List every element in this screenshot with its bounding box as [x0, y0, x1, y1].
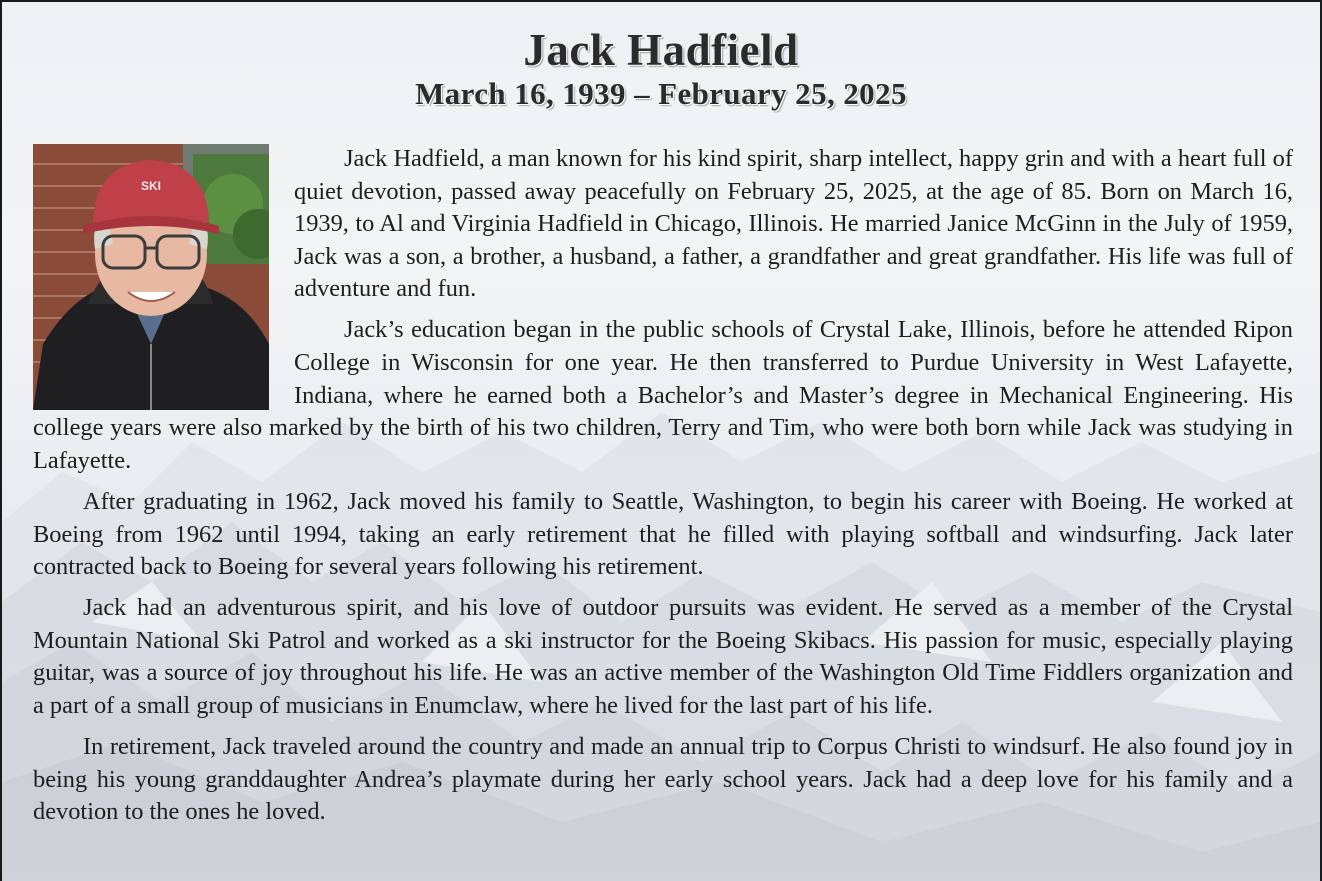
paragraph: Jack Hadfield, a man known for his kind spirit, sharp intellect, happy grin and with a heart full of quiet devotion, passed away peacefully on February 25, 2025, at the age of 85. Born on March 16, 1939, to Al and Virginia Hadfield in Chicago, Illinois. He married Janice McGinn in the July of 1959, Jack was a son, a brother, a husband, a father, a grandfather and great grandfather. His life was full of adventure and fun. — [294, 145, 1293, 303]
paragraph: In retirement, Jack traveled around the country and made an annual trip to Corpus Christi to windsurf. He also found joy in being his young granddaughter Andrea’s playmate during her early school years. Jack had a deep love for his family and a devotion to the ones he loved. — [33, 733, 1293, 826]
paragraph: After graduating in 1962, Jack moved his family to Seattle, Washington, to begin his career with Boeing. He worked at Boeing from 1962 until 1994, taking an early retirement that he filled with playing softball and windsurfing. Jack later contracted back to Boeing for several years following his retirement. — [33, 487, 1293, 581]
svg-text:SKI: SKI — [140, 179, 162, 193]
life-dates: March 16, 1939 – February 25, 2025 — [415, 76, 907, 111]
paragraph: Jack had an adventurous spirit, and his love of outdoor pursuits was evident. He served as a member of the Crystal Mountain National Ski Patrol and worked as a ski instructor for the Boeing Skibacs. His passion for music, especially playing guitar, was a source of joy throughout his life. He was an active member of the Washington Old Time Fiddlers organization and a part of a small group of musicians in Enumclaw, where he lived for the last part of his life. — [33, 594, 1293, 719]
paragraph: Jack’s education began in the public schools of Crystal Lake, Illinois, before he attended Ripon College in Wisconsin for one year. He then transferred to Purdue University in West Lafayette, Indiana, where he earned both a Bachelor’s and Master’s degree in Mechanical Engineering. His college years were also marked by the birth of his two children, Terry and Tim, who were both born while Jack was studying in Lafayette. — [33, 316, 1293, 474]
obituary-name: Jack Hadfield — [523, 25, 799, 75]
obituary-body — [33, 143, 1293, 837]
photo-text-wrap — [33, 143, 294, 403]
obituary-content — [2, 2, 1320, 881]
